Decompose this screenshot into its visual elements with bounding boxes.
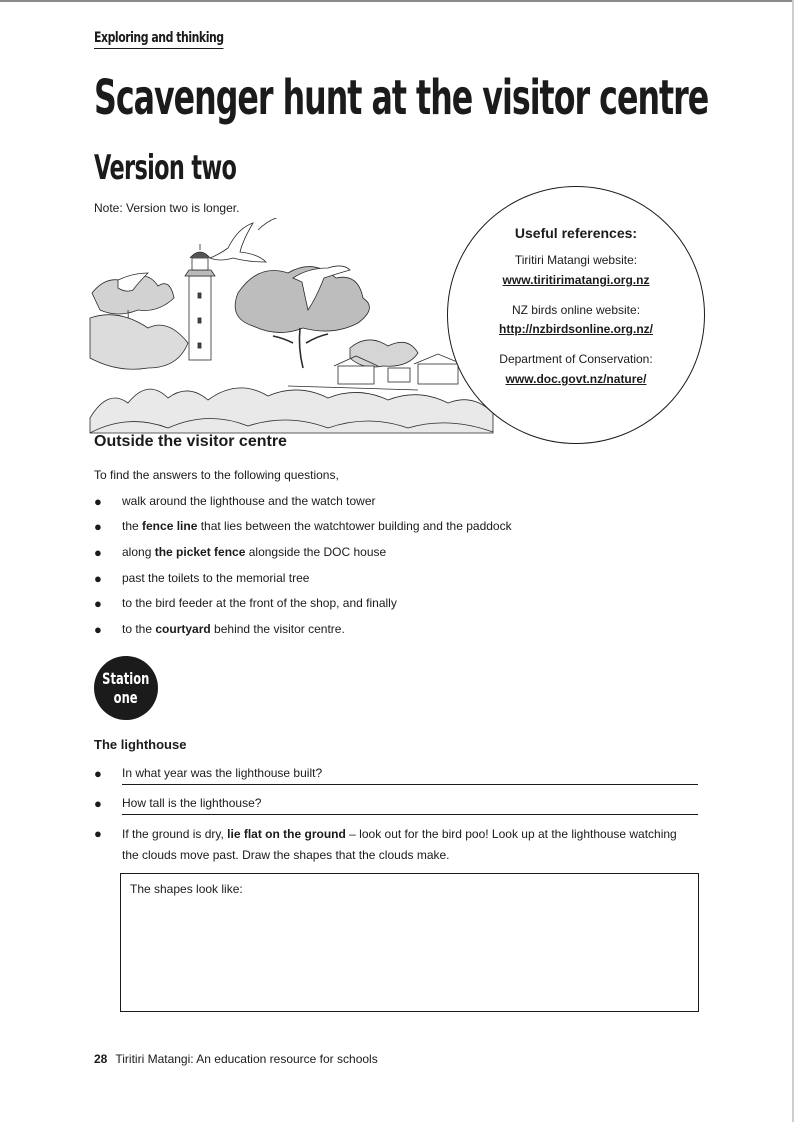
cloud-drawing-box[interactable] [120,873,699,1012]
question-text-after: – look out for the bird poo! Look up at the lighthouse watching the clouds move past. Draw the shapes that the clouds make. [122,827,677,862]
route-text: along [122,545,155,559]
route-text: to the bird feeder at the front of the shop, and finally [122,596,397,610]
route-text-after: alongside the DOC house [245,545,387,559]
lighthouse-illustration [88,218,498,440]
answer-line-height[interactable] [122,814,698,815]
route-text: past the toilets to the memorial tree [122,571,310,585]
bullet-icon: ● [94,796,102,811]
station-badge-line1: Station [102,669,150,688]
reference-label-doc: Department of Conservation: [499,352,653,366]
link-nzbirds-website[interactable]: http://nzbirdsonline.org.nz/ [499,322,653,336]
version-heading: Version two [94,148,237,188]
version-note: Note: Version two is longer. [94,201,240,215]
bullet-icon: ● [94,766,102,781]
route-text: walk around the lighthouse and the watch tower [122,494,376,508]
station-one-badge [94,656,158,720]
link-tiritiri-website[interactable]: www.tiritirimatangi.org.nz [502,273,650,287]
outside-intro: To find the answers to the following questions, [94,468,339,482]
route-text: the [122,519,143,533]
reference-label-nzbirds: NZ birds online website: [511,303,641,317]
route-text-after: that lies between the watchtower building and the paddock [197,519,512,533]
references-title: Useful references: [514,225,638,241]
section-label: Exploring and thinking [94,30,224,49]
outside-heading: Outside the visitor centre [94,433,287,450]
station-badge-line2: one [114,688,138,707]
answer-line-year-built[interactable] [122,784,698,785]
bullet-icon: ● [94,571,102,586]
question-text: In what year was the lighthouse built? [122,766,323,780]
reference-label-tiritiri: Tiritiri Matangi website: [514,253,638,267]
question-text: How tall is the lighthouse? [122,796,262,810]
lighthouse-heading: The lighthouse [94,737,187,752]
drawing-box-label: The shapes look like: [130,882,243,896]
route-text-after: behind the visitor centre. [210,622,345,636]
question-bold: lie flat on the ground [227,827,346,841]
page-edge-top [0,0,794,2]
bullet-icon: ● [94,596,102,611]
bullet-icon: ● [94,519,102,534]
bullet-icon: ● [94,622,102,637]
question-text: If the ground is dry, [122,827,228,841]
link-doc-website[interactable]: www.doc.govt.nz/nature/ [505,372,647,386]
page-title: Scavenger hunt at the visitor centre [94,70,709,126]
route-text: to the [122,622,156,636]
bullet-icon: ● [94,826,102,841]
page-footer [94,1052,378,1066]
route-bold: the picket fence [154,545,246,559]
question-cloud-shapes [122,824,682,866]
route-bold: fence line [142,519,198,533]
page-number: 28 [94,1052,108,1066]
route-bold: courtyard [155,622,211,636]
bullet-icon: ● [94,494,102,509]
useful-references-circle [447,186,705,444]
bullet-icon: ● [94,545,102,560]
publication-title: Tiritiri Matangi: An education resource for schools [115,1052,378,1066]
